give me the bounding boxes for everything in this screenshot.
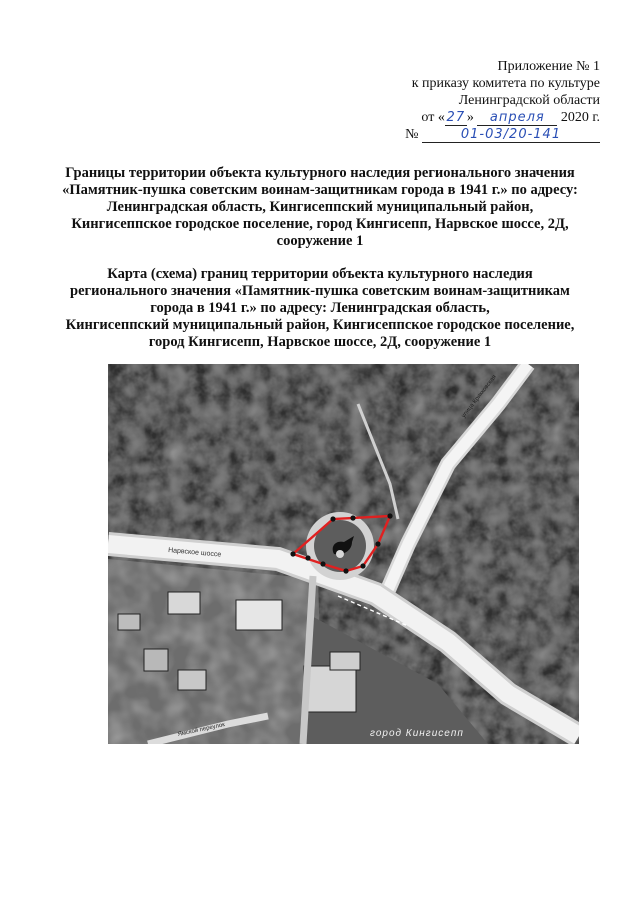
appendix-header [405, 58, 600, 143]
building [168, 592, 200, 614]
building [330, 652, 360, 670]
map-scheme-title: Карта (схема) границ территории объекта культурного наследия регионального значения «Памятник-пушка советским воинам-защитникам города в 1941 г.» по адресу: Ленинградская область, Кингисеппский муниципальный район, Кингисеппское городское поселение, город Кингисепп, Нарвское шоссе, 2Д, сооружение 1 [65, 266, 575, 350]
city-label: город Кингисепп [370, 728, 464, 739]
territory-boundaries-title: Границы территории объекта культурного наследия регионального значения «Памятник-пушка советским воинам-защитникам города в 1941 г.» по адресу: Ленинградская область, Кингисеппский муниципальный район, Кингисеппское городское поселение, город Кингисепп, Нарвское шоссе, 2Д, сооружение 1 [62, 165, 578, 249]
date-month: апреля [477, 111, 557, 126]
appendix-date: от « 27 » апреля 2020 г. [421, 110, 600, 125]
appendix-order-ref: к приказу комитета по культуре [411, 76, 600, 91]
satellite-map [108, 364, 579, 744]
building [304, 666, 356, 712]
building [178, 670, 206, 690]
appendix-committee-region: Ленинградской области [458, 93, 600, 108]
order-number: 01-03/20-141 [422, 128, 600, 143]
building [118, 614, 140, 630]
building [236, 600, 282, 630]
street-label-bottom: Ямской переулок [177, 722, 226, 738]
date-year: 2020 г. [560, 110, 600, 125]
road-label-narvskoe: Нарвское шоссе [167, 547, 222, 559]
date-day: 27 [446, 110, 466, 125]
building [144, 649, 168, 671]
appendix-order-number: № 01-03/20-141 [405, 126, 600, 143]
appendix-number: Приложение № 1 [497, 59, 600, 74]
street-label-top: улица Крикковская [460, 374, 498, 420]
